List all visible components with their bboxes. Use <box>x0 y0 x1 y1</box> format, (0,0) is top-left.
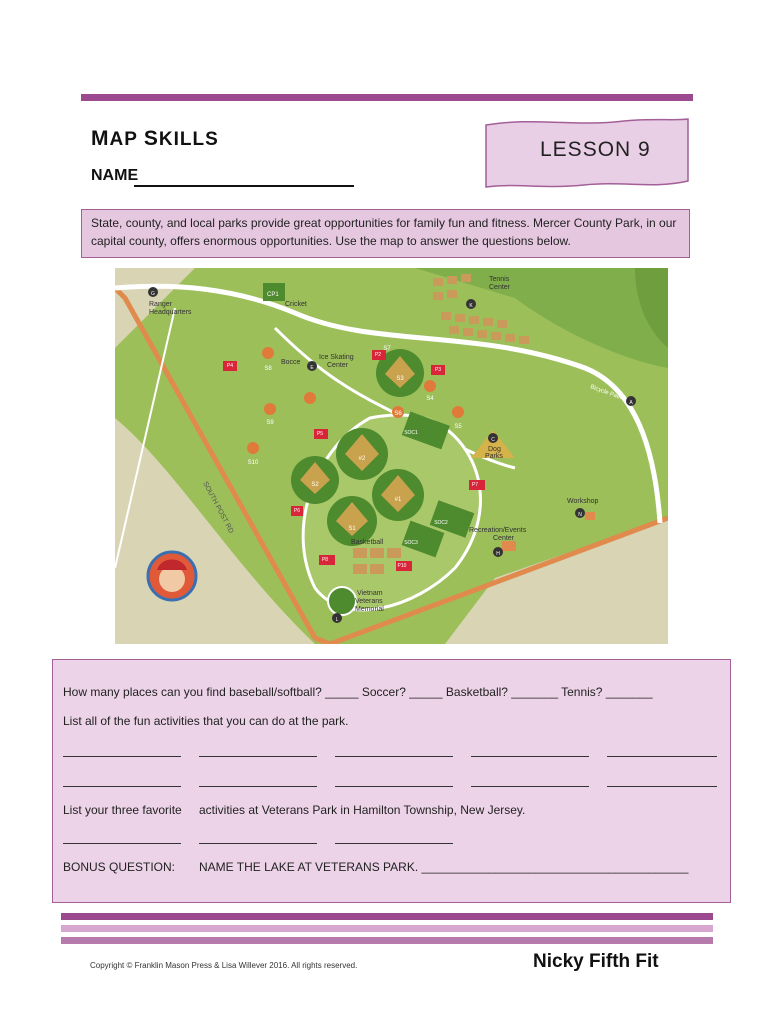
soccer-label: SOC1 <box>404 430 418 436</box>
field-label: S6 <box>394 411 402 417</box>
recreation-center <box>502 541 516 551</box>
favorite-answer-line[interactable] <box>199 843 317 844</box>
answer-line[interactable] <box>607 756 717 757</box>
parking-label: P8 <box>321 557 329 563</box>
field-label: S3 <box>396 376 404 382</box>
question-sports-count: How many places can you find baseball/softball? _____ Soccer? _____ Basketball? _______ Tennis? _______ <box>63 685 653 699</box>
parking-label: P2 <box>374 352 382 358</box>
intro-text: State, county, and local parks provide great opportunities for family fun and fitness. Mercer County Park, in our capital county, offers enormous opportunities. Use the map to answer the questions below. <box>81 209 690 258</box>
map-label-memorial: Memorial <box>355 606 384 613</box>
name-label: NAME <box>91 167 139 184</box>
parking-label: P5 <box>316 431 324 437</box>
parking-label <box>116 268 125 269</box>
parking-label: P4 <box>226 363 234 369</box>
page-title: MAP SKILLS <box>91 127 219 150</box>
footer-bar-dark <box>61 913 713 920</box>
answer-line[interactable] <box>63 756 181 757</box>
field-label: S7 <box>383 346 391 352</box>
map-label-cp1: CP1 <box>267 292 279 298</box>
bonus-question: NAME THE LAKE AT VETERANS PARK. ________________________________________ <box>199 860 689 874</box>
map-label-tennis-center: Center <box>489 284 511 291</box>
map-label-road: SOUTH POST RD <box>201 480 235 535</box>
field-2 <box>336 428 388 480</box>
field-1 <box>372 469 424 521</box>
brand-name: Nicky Fifth Fit <box>533 951 659 972</box>
nicky-avatar <box>148 552 196 600</box>
answer-line[interactable] <box>199 756 317 757</box>
soccer-label: SOC3 <box>404 540 418 546</box>
map-label-bicycle-path: Bicycle Path <box>589 384 623 402</box>
parking-label: P10 <box>397 563 407 569</box>
park-map <box>115 268 668 644</box>
parking-label: P7 <box>471 482 479 488</box>
answer-line[interactable] <box>471 786 589 787</box>
answer-line[interactable] <box>607 786 717 787</box>
marker-label: H <box>496 551 500 557</box>
question-activities: List all of the fun activities that you can do at the park. <box>63 714 349 728</box>
name-line[interactable] <box>134 185 354 187</box>
parking-label: P6 <box>293 508 301 514</box>
answer-line[interactable] <box>199 786 317 787</box>
top-divider-bar <box>81 94 693 101</box>
marker-label: K <box>469 303 473 309</box>
question-favorites-text: activities at Veterans Park in Hamilton Township, New Jersey. <box>199 803 526 817</box>
field-s2 <box>291 456 339 504</box>
field-label: S10 <box>247 460 259 466</box>
soccer-label: SOC2 <box>434 520 448 526</box>
favorite-answer-line[interactable] <box>63 843 181 844</box>
parking-label: P3 <box>434 367 442 373</box>
marker-label: N <box>578 512 582 518</box>
map-label-recreation: Recreation/Events <box>469 527 527 534</box>
map-label-ice-center: Center <box>327 362 349 369</box>
map-label-headquarters: Headquarters <box>149 309 192 316</box>
answer-line[interactable] <box>335 756 453 757</box>
copyright-text: Copyright © Franklin Mason Press & Lisa Willever 2016. All rights reserved. <box>90 961 358 970</box>
field-label: #2 <box>358 456 366 462</box>
field-label: S2 <box>311 482 319 488</box>
marker-label: L <box>335 617 339 623</box>
marker-label: G <box>151 291 155 297</box>
map-label-tennis: Tennis <box>489 276 510 283</box>
favorite-answer-line[interactable] <box>335 843 453 844</box>
field-label: S4 <box>426 396 434 402</box>
map-label-parks: Parks <box>485 453 503 460</box>
question-favorites-label: List your three favorite <box>63 803 182 817</box>
veterans-memorial <box>328 587 356 615</box>
marker-label: C <box>491 437 495 443</box>
map-label-veterans: Veterans <box>355 598 383 605</box>
answer-line[interactable] <box>63 786 181 787</box>
marker-label: E <box>310 365 314 371</box>
map-label-ice-skating: Ice Skating <box>319 354 354 361</box>
answer-line[interactable] <box>335 786 453 787</box>
answer-line[interactable] <box>471 756 589 757</box>
field-label: S8 <box>264 366 272 372</box>
map-label-vietnam: Vietnam <box>357 590 383 597</box>
map-label-recreation-center: Center <box>493 535 515 542</box>
map-label-dog: Dog <box>488 446 501 453</box>
map-label-basketball: Basketball <box>351 539 384 546</box>
field-label: #1 <box>394 497 402 503</box>
footer-bar-light <box>61 925 713 932</box>
bonus-label: BONUS QUESTION: <box>63 860 176 874</box>
map-label-cricket: Cricket <box>285 301 307 308</box>
map-label-ranger: Ranger <box>149 301 172 308</box>
footer-bar-mid <box>61 937 713 944</box>
field-label: S9 <box>266 420 274 426</box>
marker-label: A <box>629 400 633 406</box>
field-label: S1 <box>348 526 356 532</box>
map-label-bocce: Bocce <box>281 359 301 366</box>
map-label-workshop: Workshop <box>567 498 599 505</box>
questions-box <box>52 659 731 903</box>
workshop-building <box>585 512 595 520</box>
field-label: S5 <box>454 424 462 430</box>
lesson-number: LESSON 9 <box>540 138 651 161</box>
